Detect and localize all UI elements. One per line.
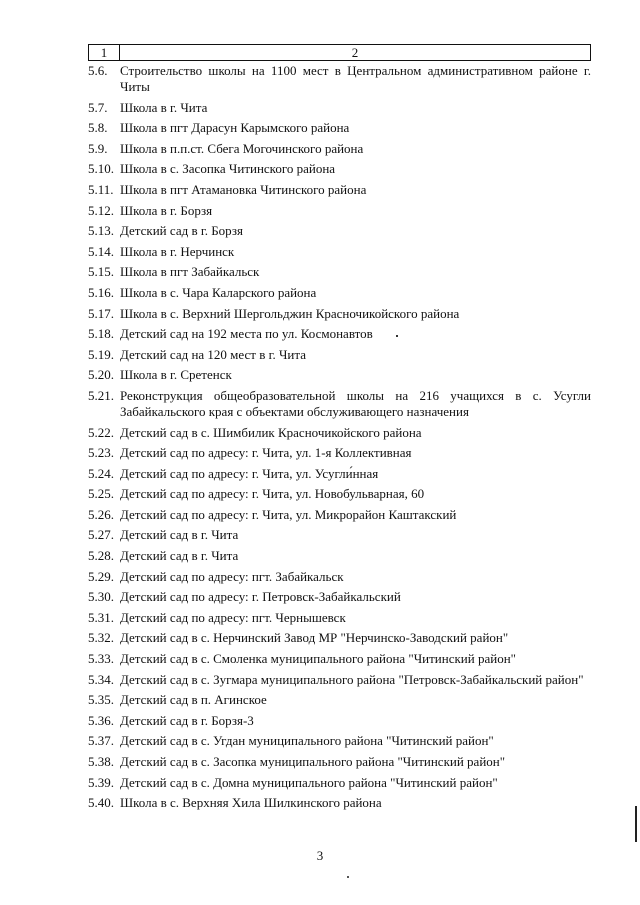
list-item [88, 100, 591, 116]
header-cell-column-2: 2 [351, 45, 359, 60]
item-number: 5.36. [88, 712, 114, 728]
item-text: Детский сад по адресу: г. Чита, ул. 1-я Коллективная [120, 445, 412, 461]
item-number: 5.15. [88, 264, 114, 280]
item-text: Школа в г. Нерчинск [120, 243, 235, 259]
item-number: 5.16. [88, 284, 114, 300]
item-text: Детский сад в с. Засопка муниципального района "Читинский район" [120, 754, 506, 769]
list-item [88, 182, 591, 198]
item-text: Школа в п.п.ст. Сбега Могочинского района [120, 140, 364, 156]
item-text: Школа в с. Чара Каларского района [120, 284, 317, 300]
list-item [88, 610, 591, 626]
item-number: 5.28. [88, 548, 114, 564]
item-text: Детский сад в с. Угдан муниципального района "Читинский район" [120, 733, 494, 749]
list-item [88, 425, 591, 441]
item-number: 5.30. [88, 589, 114, 605]
list-item [88, 223, 591, 239]
item-text: Детский сад на 120 мест в г. Чита [120, 346, 306, 362]
item-number: 5.21. [88, 387, 114, 403]
item-text: Реконструкция общеобразовательной школы на 216 учащихся в с. Усугли Забайкальского края с объектами обслуживающего назначения [120, 387, 591, 419]
list-item [88, 754, 591, 770]
table-header-row [88, 44, 591, 61]
item-number: 5.35. [88, 692, 114, 708]
list-item [88, 466, 591, 482]
item-text: Детский сад по адресу: г. Петровск-Забайкальский [120, 589, 401, 605]
item-text: Строительство школы на 1100 мест в Центральном административном районе г. Читы [120, 63, 591, 94]
list-item [88, 120, 591, 136]
item-number: 5.20. [88, 367, 114, 383]
list-item [88, 63, 591, 95]
list-item [88, 527, 591, 543]
item-text: Школа в с. Верхний Шергольджин Красночикойского района [120, 305, 460, 321]
item-number: 5.37. [88, 733, 114, 749]
item-text: Детский сад в с. Зугмара муниципального района "Петровск-Забайкальский район" [120, 671, 584, 687]
item-text: Детский сад в г. Чита [120, 548, 239, 564]
item-text: Школа в г. Чита [120, 99, 208, 115]
item-number: 5.14. [88, 243, 114, 259]
item-text: Детский сад по адресу: пгт. Забайкальск [120, 568, 344, 584]
item-number: 5.24. [88, 465, 114, 481]
list-item [88, 203, 591, 219]
list-item [88, 775, 591, 791]
list-item [88, 548, 591, 564]
item-number: 5.38. [88, 754, 114, 769]
item-text: Школа в пгт Дарасун Карымского района [120, 120, 350, 136]
item-number: 5.27. [88, 527, 114, 543]
list-item [88, 651, 591, 667]
list-item [88, 445, 591, 461]
items-list [88, 63, 591, 816]
item-number: 5.11. [88, 181, 114, 197]
item-number: 5.39. [88, 774, 114, 790]
list-item [88, 367, 591, 383]
item-text: Детский сад в г. Чита [120, 527, 239, 543]
list-item [88, 244, 591, 260]
item-number: 5.23. [88, 445, 114, 461]
item-text: Школа в пгт Забайкальск [120, 264, 260, 280]
item-number: 5.12. [88, 202, 114, 218]
item-number: 5.8. [88, 120, 108, 136]
page-number: 3 [316, 848, 324, 863]
item-text: Детский сад по адресу: пгт. Чернышевск [120, 609, 346, 625]
item-number: 5.13. [88, 223, 114, 239]
list-item [88, 569, 591, 585]
item-text: Школа в г. Борзя [120, 202, 213, 218]
item-text: Детский сад в с. Смоленка муниципального района "Читинский район" [120, 651, 516, 667]
list-item [88, 264, 591, 280]
item-number: 5.31. [88, 609, 114, 625]
list-item [88, 161, 591, 177]
item-number: 5.18. [88, 326, 114, 342]
item-number: 5.40. [88, 795, 114, 811]
list-item [88, 486, 591, 502]
list-item [88, 507, 591, 523]
item-number: 5.17. [88, 305, 114, 321]
scan-speck [347, 876, 349, 878]
item-text: Школа в пгт Атамановка Читинского района [120, 181, 367, 197]
item-number: 5.7. [88, 99, 108, 115]
item-text: Школа в с. Верхняя Хила Шилкинского района [120, 795, 382, 811]
item-number: 5.9. [88, 140, 108, 156]
item-text: Детский сад в с. Шимбилик Красночикойского района [120, 424, 422, 440]
list-item [88, 733, 591, 749]
item-number: 5.19. [88, 346, 114, 362]
item-number: 5.34. [88, 671, 114, 687]
item-text: Детский сад в г. Борзя [120, 223, 243, 239]
list-item [88, 388, 591, 420]
item-number: 5.22. [88, 424, 114, 440]
item-text: Детский сад на 192 места по ул. Космонавтов [120, 326, 373, 342]
item-number: 5.32. [88, 630, 114, 646]
item-number: 5.33. [88, 651, 114, 667]
item-number: 5.29. [88, 568, 114, 584]
item-number: 5.25. [88, 486, 114, 502]
item-number: 5.10. [88, 161, 114, 177]
item-text: Детский сад по адресу: г. Чита, ул. Новобульварная, 60 [120, 486, 425, 502]
scan-speck [396, 335, 398, 337]
list-item [88, 326, 591, 342]
scan-edge-mark [635, 806, 637, 842]
item-text: Детский сад по адресу: г. Чита, ул. Микрорайон Каштакский [120, 506, 457, 522]
list-item [88, 285, 591, 301]
list-item [88, 713, 591, 729]
item-text: Детский сад в с. Нерчинский Завод МР "Нерчинско-Заводский район" [120, 630, 509, 646]
item-text: Школа в г. Сретенск [120, 367, 232, 383]
list-item [88, 347, 591, 363]
header-cell-column-1: 1 [89, 45, 120, 60]
list-item [88, 306, 591, 322]
list-item [88, 141, 591, 157]
list-item [88, 630, 591, 646]
item-text: Детский сад в г. Борзя-3 [120, 712, 254, 728]
item-number: 5.6. [88, 63, 108, 78]
item-number: 5.26. [88, 506, 114, 522]
item-text: Детский сад по адресу: г. Чита, ул. Усугли́нная [120, 465, 379, 481]
list-item [88, 672, 591, 688]
list-item [88, 589, 591, 605]
item-text: Школа в с. Засопка Читинского района [120, 161, 336, 177]
list-item [88, 795, 591, 811]
item-text: Детский сад в п. Агинское [120, 692, 267, 708]
list-item [88, 692, 591, 708]
item-text: Детский сад в с. Домна муниципального района "Читинский район" [120, 774, 498, 790]
